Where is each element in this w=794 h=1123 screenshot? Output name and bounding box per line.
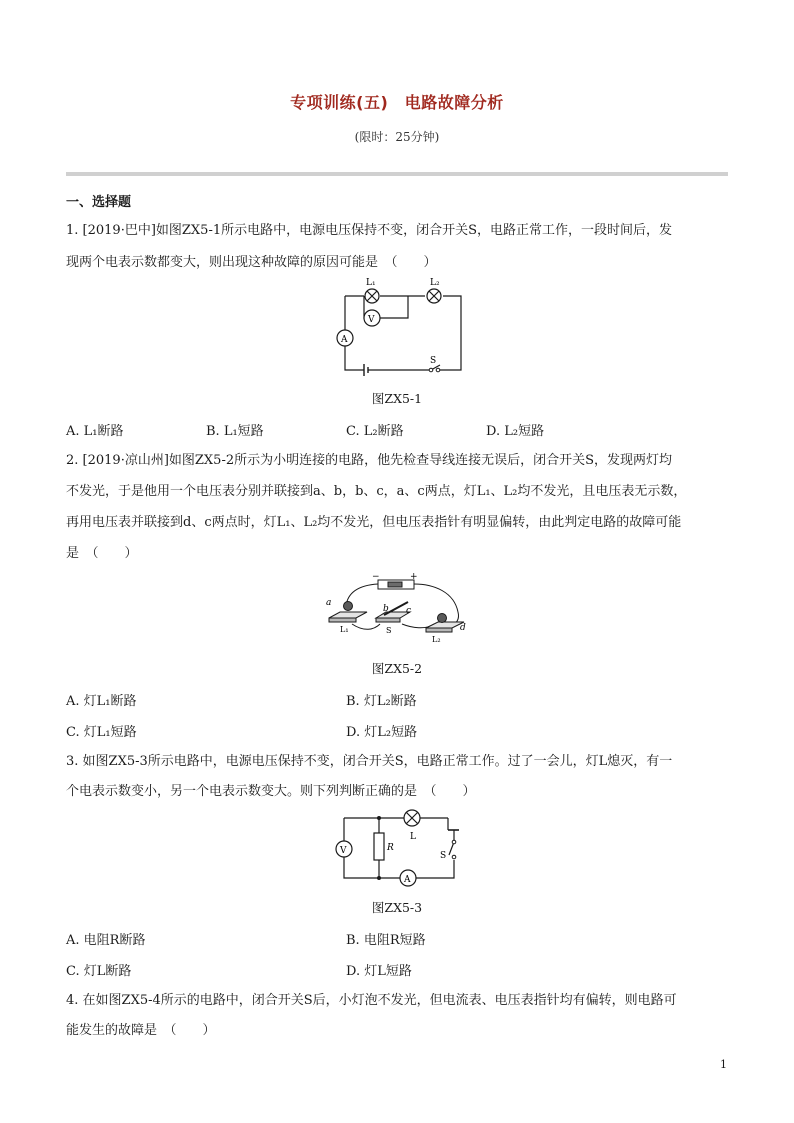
lamp-l2-label: L₂	[432, 635, 441, 644]
header-divider	[66, 172, 728, 176]
lamp-l2-label: L₂	[430, 278, 440, 288]
page-title: 专项训练(五) 电路故障分析	[290, 93, 504, 112]
q1-option-d[interactable]: D. L₂短路	[486, 424, 545, 439]
q4-stem-line2: 能发生的故障是 （ ）	[66, 1023, 216, 1038]
q3-option-d[interactable]: D. 灯L短路	[346, 964, 412, 979]
ammeter-label: A	[341, 335, 348, 345]
battery-minus: −	[372, 572, 380, 582]
circuit-diagram-zx5-1	[328, 276, 468, 380]
figure-caption-zx5-2: 图ZX5-2	[371, 661, 423, 676]
section-heading: 一、选择题	[66, 195, 132, 210]
figure-caption-zx5-3: 图ZX5-3	[371, 900, 423, 915]
point-c-label: c	[406, 606, 412, 616]
q2-stem-line1: 2. [2019·凉山州]如图ZX5-2所示为小明连接的电路，他先检查导线连接无误后，闭合开关S，发现两灯均	[66, 453, 673, 468]
q3-option-a[interactable]: A. 电阻R断路	[66, 933, 146, 948]
q3-option-c[interactable]: C. 灯L断路	[66, 964, 132, 979]
q2-option-d[interactable]: D. 灯L₂短路	[346, 725, 418, 740]
q4-stem-line1: 4. 在如图ZX5-4所示的电路中，闭合开关S后，小灯泡不发光，但电流表、电压表指针均有偏转，则电路可	[66, 993, 677, 1008]
voltmeter-label: V	[340, 846, 347, 856]
switch-s-label: S	[440, 851, 447, 861]
q2-stem-line2: 不发光，于是他用一个电压表分别并联接到a、b，b、c，a、c两点，灯L₁、L₂均不发光，且电压表无示数，	[66, 484, 687, 499]
voltmeter-label: V	[368, 315, 375, 325]
q2-stem-line4: 是 （ ）	[66, 546, 138, 561]
q3-stem-line1: 3. 如图ZX5-3所示电路中，电源电压保持不变，闭合开关S，电路正常工作。过了一会儿，灯L熄灭，有一	[66, 754, 673, 769]
q1-option-a[interactable]: A. L₁断路	[66, 424, 124, 439]
q2-option-a[interactable]: A. 灯L₁断路	[66, 694, 137, 709]
lamp-l-label: L	[410, 832, 416, 842]
time-limit: (限时：25分钟)	[354, 130, 440, 144]
point-b-label: b	[383, 604, 389, 614]
q1-option-b[interactable]: B. L₁短路	[206, 424, 264, 439]
figure-caption-zx5-1: 图ZX5-1	[371, 391, 423, 406]
page-number: 1	[720, 1058, 727, 1071]
circuit-photo-zx5-2	[322, 572, 474, 648]
lamp-l1-label: L₁	[366, 278, 376, 288]
q3-stem-line2: 个电表示数变小，另一个电表示数变大。则下列判断正确的是 （ ）	[66, 784, 476, 799]
ammeter-label: A	[404, 875, 411, 885]
battery-plus: +	[410, 572, 418, 582]
q1-option-c[interactable]: C. L₂断路	[346, 424, 404, 439]
lamp-l1-label: L₁	[340, 625, 349, 634]
q2-stem-line3: 再用电压表并联接到d、c两点时，灯L₁、L₂均不发光，但电压表指针有明显偏转，由此判定电路的故障可能	[66, 515, 682, 530]
switch-label: S	[430, 356, 437, 366]
q1-stem-line2: 现两个电表示数都变大，则出现这种故障的原因可能是 （ ）	[66, 255, 437, 270]
switch-s-label: S	[386, 626, 392, 635]
q2-option-b[interactable]: B. 灯L₂断路	[346, 694, 417, 709]
circuit-diagram-zx5-3	[328, 808, 468, 888]
point-d-label: d	[460, 623, 466, 633]
resistor-r-label: R	[387, 843, 394, 853]
q3-option-b[interactable]: B. 电阻R短路	[346, 933, 426, 948]
q1-stem-line1: 1. [2019·巴中]如图ZX5-1所示电路中，电源电压保持不变，闭合开关S，电路正常工作，一段时间后，发	[66, 223, 673, 238]
q2-option-c[interactable]: C. 灯L₁短路	[66, 725, 137, 740]
point-a-label: a	[326, 598, 332, 608]
